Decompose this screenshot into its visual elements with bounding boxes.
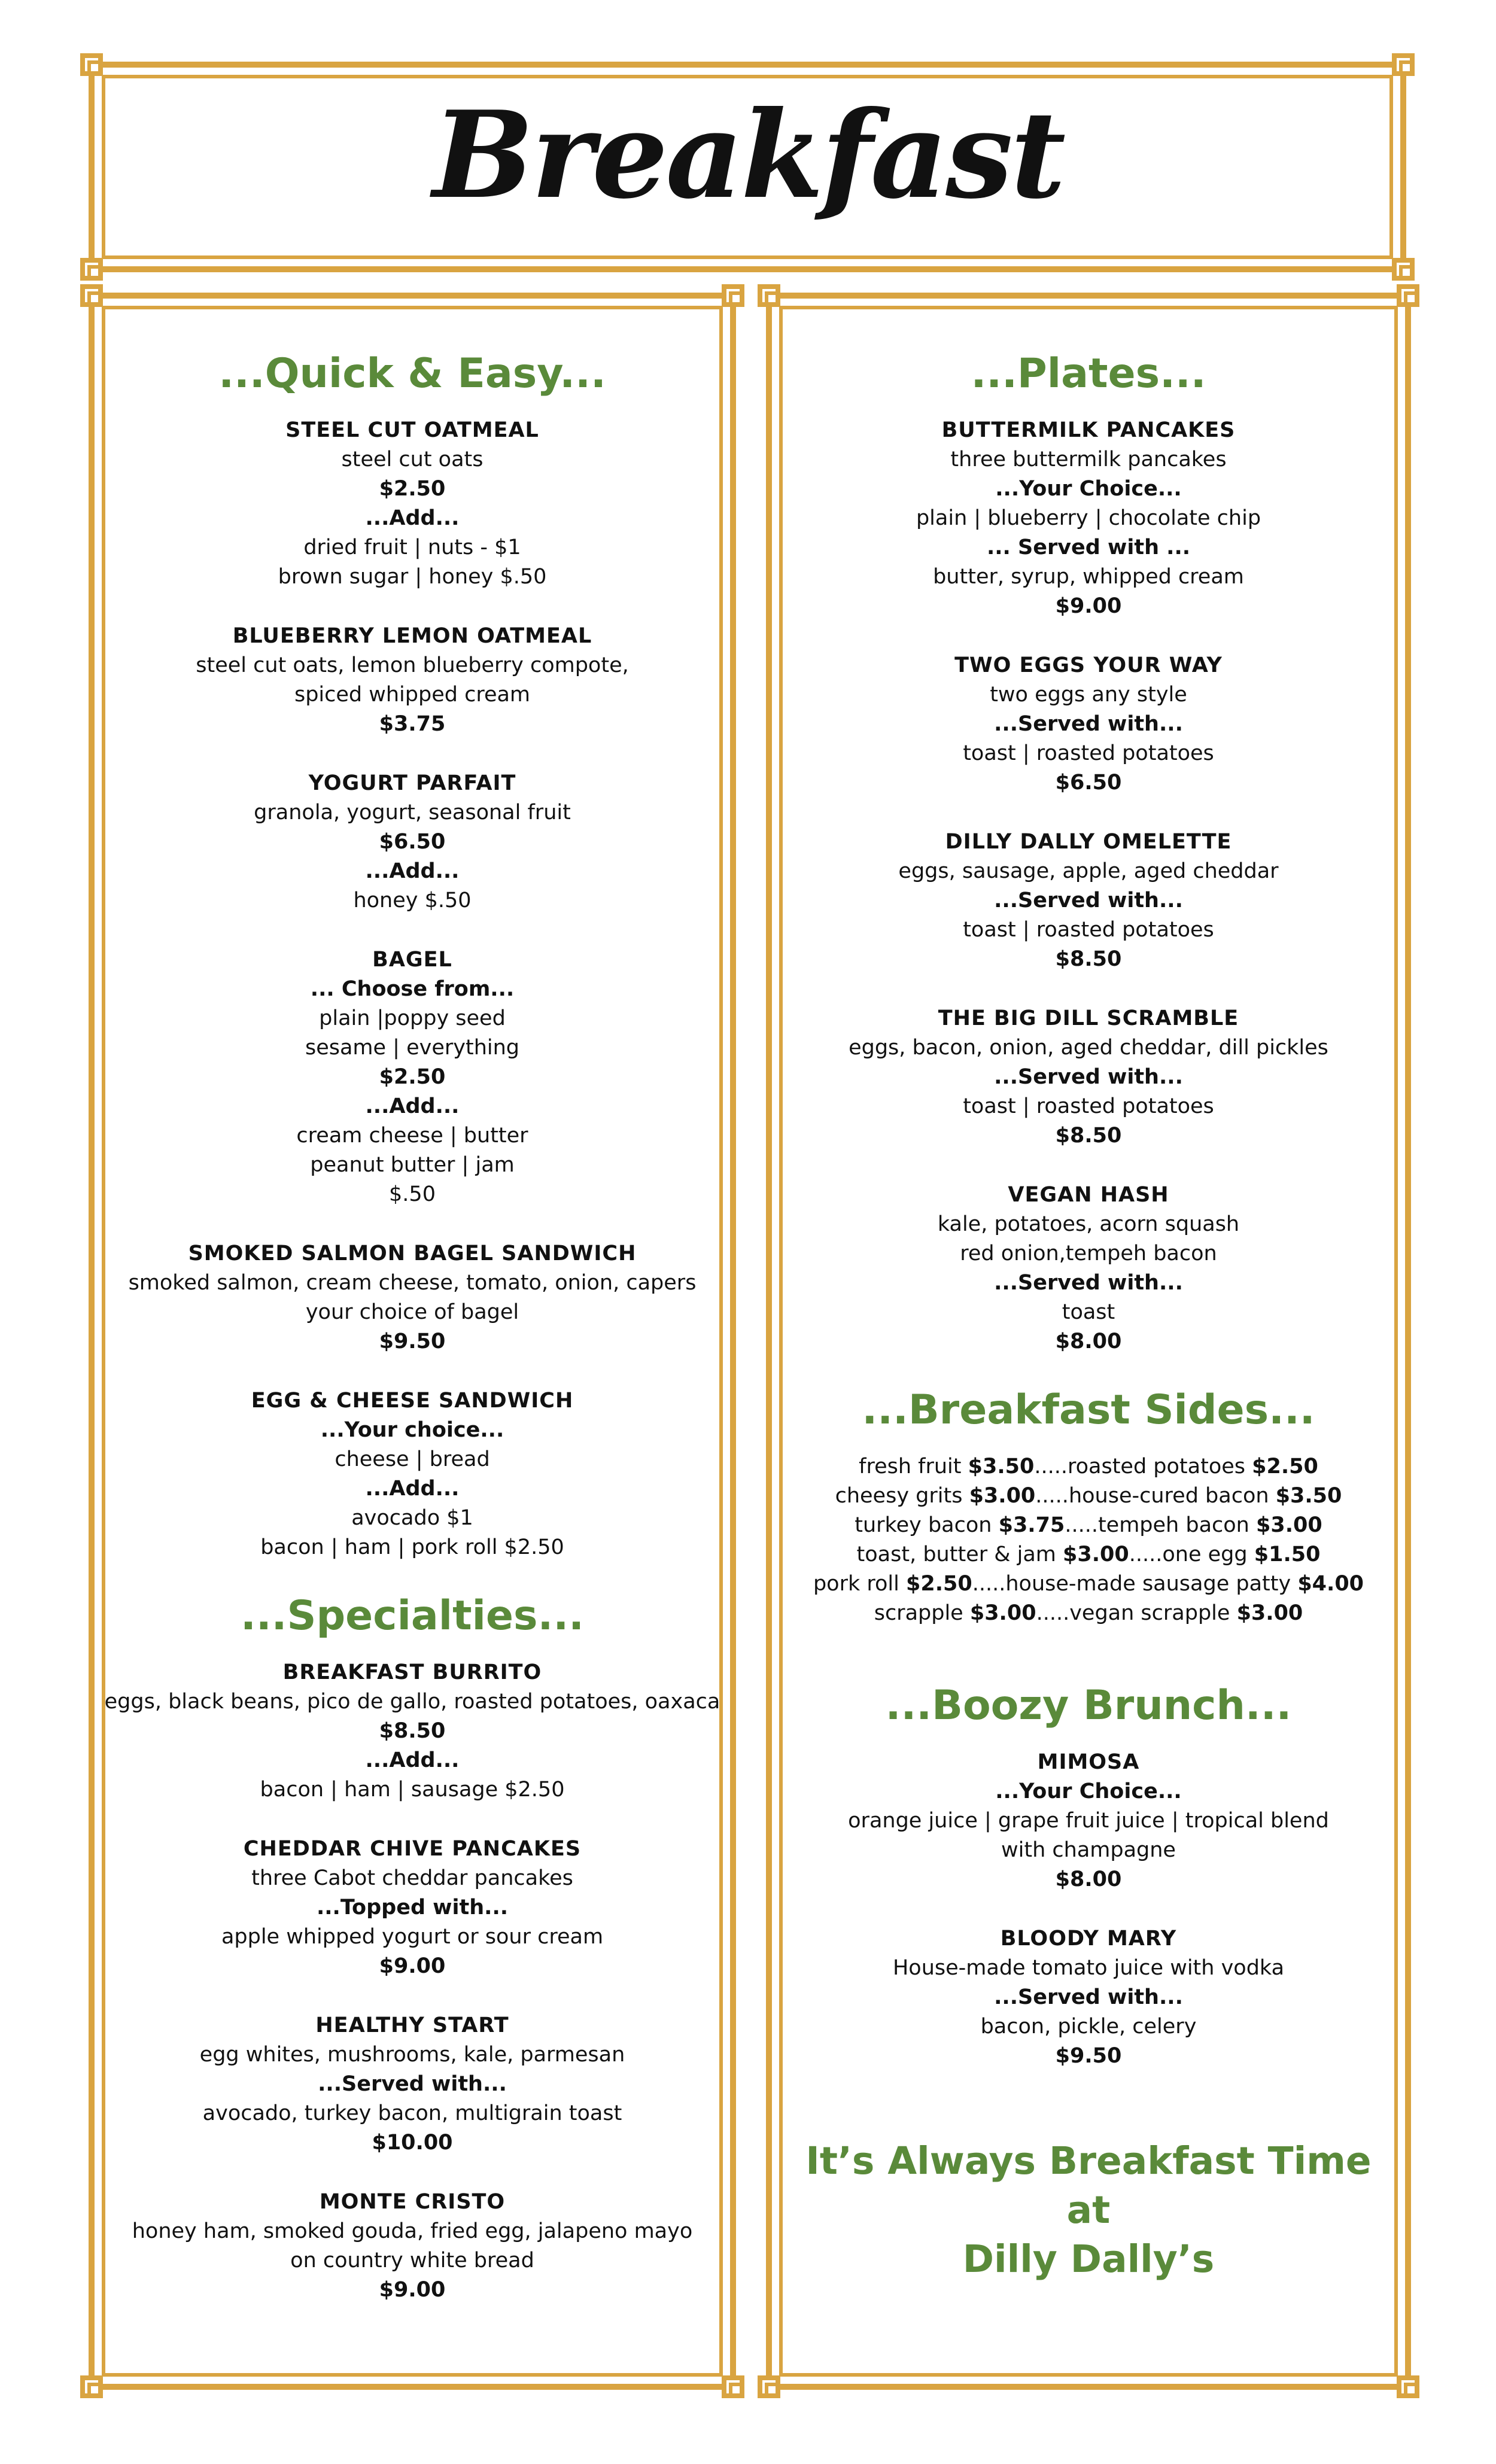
side-item: house-made sausage patty	[1005, 1572, 1298, 1596]
frame-corner-ornament	[1397, 2375, 1419, 2398]
item-description: kale, potatoes, acorn squash	[937, 1212, 1240, 1236]
item-served-with: bacon, pickle, celery	[980, 2015, 1197, 2039]
item-name: BLOODY MARY	[1000, 1927, 1177, 1951]
item-name: CHEDDAR CHIVE PANCAKES	[243, 1837, 582, 1861]
sides-row	[778, 1482, 1399, 1511]
item-description: steel cut oats	[341, 448, 484, 471]
frame-corner-ornament	[758, 2375, 780, 2398]
side-price: $3.00	[1236, 1601, 1303, 1625]
item-name: BUTTERMILK PANCAKES	[941, 418, 1236, 442]
frame-corner-ornament	[758, 284, 780, 307]
item-name: THE BIG DILL SCRAMBLE	[938, 1006, 1239, 1030]
item-description: eggs, black beans, pico de gallo, roasted potatoes, oaxaca	[104, 1690, 720, 1714]
item-description: House-made tomato juice with vodka	[892, 1956, 1285, 1980]
item-served-with: avocado, turkey bacon, multigrain toast	[202, 2101, 622, 2125]
item-add-option: brown sugar | honey $.50	[278, 565, 547, 589]
frame-corner-ornament	[1397, 284, 1419, 307]
spacer	[778, 1628, 1399, 1682]
sides-list	[778, 1452, 1399, 1628]
item-price: $8.00	[1055, 1867, 1122, 1891]
item-add-label: ...Add...	[365, 1477, 460, 1501]
side-item: tempeh bacon	[1097, 1513, 1256, 1537]
item-add-label: ...Add...	[365, 506, 460, 530]
item-choice-label: ...Your Choice...	[995, 477, 1182, 501]
item-option: cheese | bread	[335, 1447, 490, 1471]
frame-corner-ornament	[1392, 258, 1415, 281]
side-item: vegan scrapple	[1069, 1601, 1237, 1625]
item-price: $9.00	[379, 1954, 446, 1978]
section-title-quick-easy: ...Quick & Easy...	[218, 350, 606, 397]
section-title-boozy-brunch: ...Boozy Brunch...	[885, 1682, 1292, 1729]
item-description: two eggs any style	[990, 683, 1187, 707]
item-add-option: peanut butter | jam	[310, 1153, 515, 1177]
menu-item	[101, 1386, 724, 1562]
item-option: plain |poppy seed	[319, 1006, 506, 1030]
item-price: $9.00	[1055, 594, 1122, 618]
item-served-label: ...Served with...	[994, 712, 1183, 736]
sides-row	[778, 1452, 1399, 1482]
item-price: $3.75	[379, 712, 446, 736]
item-name: MONTE CRISTO	[319, 2190, 506, 2214]
item-name: TWO EGGS YOUR WAY	[954, 653, 1223, 677]
side-price: $3.00	[1256, 1513, 1322, 1537]
side-price: $3.00	[969, 1484, 1036, 1508]
item-price: $9.00	[379, 2278, 446, 2302]
menu-item	[101, 2011, 724, 2158]
side-item: fresh fruit	[859, 1455, 968, 1479]
left-column	[101, 350, 724, 2335]
item-option: sesame | everything	[305, 1036, 520, 1060]
item-price: $6.50	[1055, 771, 1122, 795]
side-separator: .....	[1034, 1455, 1068, 1479]
item-served-label: ...Served with...	[994, 1985, 1183, 2009]
item-name: MIMOSA	[1037, 1750, 1140, 1774]
item-price: $9.50	[1055, 2044, 1122, 2068]
right-column	[778, 350, 1399, 2284]
item-description: granola, yogurt, seasonal fruit	[254, 801, 571, 825]
menu-item	[101, 769, 724, 915]
item-add-label: ...Add...	[365, 1094, 460, 1118]
item-price: $8.50	[1055, 947, 1122, 971]
sides-row	[778, 1540, 1399, 1569]
menu-item	[778, 1181, 1399, 1356]
item-name: BAGEL	[372, 948, 452, 972]
side-separator: .....	[972, 1572, 1006, 1596]
side-separator: .....	[1065, 1513, 1098, 1537]
section-title-breakfast-sides: ...Breakfast Sides...	[862, 1386, 1315, 1434]
frame-corner-ornament	[722, 2375, 744, 2398]
item-add-option: avocado $1	[351, 1506, 473, 1530]
item-add-label: ...Add...	[365, 859, 460, 883]
slogan-line: Dilly Dally’s	[962, 2237, 1215, 2281]
side-separator: .....	[1035, 1484, 1069, 1508]
frame-corner-ornament	[80, 53, 103, 76]
item-add-option: honey $.50	[353, 889, 472, 912]
side-item: scrapple	[874, 1601, 970, 1625]
item-name: BREAKFAST BURRITO	[282, 1660, 542, 1684]
sides-row	[778, 1569, 1399, 1599]
item-name: BLUEBERRY LEMON OATMEAL	[232, 624, 592, 648]
item-served-label: ... Served with ...	[986, 536, 1191, 559]
item-description: red onion,tempeh bacon	[960, 1242, 1217, 1266]
item-add-option: dried fruit | nuts - $1	[303, 536, 521, 559]
item-description: three Cabot cheddar pancakes	[251, 1866, 573, 1890]
side-item: cheesy grits	[835, 1484, 969, 1508]
section-title-specialties: ...Specialties...	[241, 1592, 584, 1639]
item-description: on country white bread	[290, 2249, 534, 2273]
item-served-label: ...Served with...	[994, 889, 1183, 912]
menu-item	[778, 1004, 1399, 1151]
side-price: $3.50	[1275, 1484, 1342, 1508]
sides-row	[778, 1599, 1399, 1628]
item-topped-label: ...Topped with...	[316, 1896, 509, 1920]
item-served-label: ...Served with...	[994, 1271, 1183, 1295]
item-option: with champagne	[1001, 1838, 1176, 1862]
item-name: DILLY DALLY OMELETTE	[945, 830, 1232, 854]
item-choice-label: ...Your choice...	[320, 1418, 504, 1442]
item-name: SMOKED SALMON BAGEL SANDWICH	[188, 1242, 637, 1266]
item-name: EGG & CHEESE SANDWICH	[251, 1389, 574, 1413]
side-item: roasted potatoes	[1067, 1455, 1252, 1479]
side-price: $4.00	[1297, 1572, 1364, 1596]
item-description: eggs, sausage, apple, aged cheddar	[898, 859, 1279, 883]
side-price: $3.00	[969, 1601, 1036, 1625]
item-name: STEEL CUT OATMEAL	[285, 418, 539, 442]
slogan	[778, 2137, 1399, 2284]
page-title: Breakfast	[432, 85, 1064, 226]
frame-corner-ornament	[80, 258, 103, 281]
item-description: three buttermilk pancakes	[950, 448, 1227, 471]
side-price: $3.50	[968, 1455, 1035, 1479]
side-price: $1.50	[1254, 1543, 1321, 1566]
item-choice-label: ...Your Choice...	[995, 1779, 1182, 1803]
item-option: plain | blueberry | chocolate chip	[916, 506, 1261, 530]
item-price: $8.00	[1055, 1330, 1122, 1353]
slogan-line: It’s Always Breakfast Time at	[805, 2139, 1372, 2232]
menu-item	[101, 1835, 724, 1981]
item-served-label: ...Served with...	[994, 1065, 1183, 1089]
menu-item	[101, 1239, 724, 1356]
item-price: $8.50	[379, 1719, 446, 1743]
side-separator: .....	[1036, 1601, 1070, 1625]
menu-item	[101, 1658, 724, 1805]
menu-item	[101, 945, 724, 1209]
item-price: $8.50	[1055, 1124, 1122, 1148]
item-add-price: $.50	[389, 1182, 436, 1206]
item-price: $10.00	[372, 2131, 453, 2155]
item-served-with: toast | roasted potatoes	[963, 741, 1214, 765]
item-add-option: bacon | ham | sausage $2.50	[260, 1778, 565, 1802]
item-description: egg whites, mushrooms, kale, parmesan	[199, 2043, 625, 2067]
side-item: turkey bacon	[855, 1513, 999, 1537]
item-add-option: bacon | ham | pork roll $2.50	[260, 1535, 564, 1559]
item-option: orange juice | grape fruit juice | tropical blend	[848, 1809, 1329, 1833]
item-description: eggs, bacon, onion, aged cheddar, dill pickles	[849, 1036, 1328, 1060]
item-add-option: cream cheese | butter	[296, 1124, 528, 1148]
item-served-with: butter, syrup, whipped cream	[933, 565, 1244, 589]
item-price: $2.50	[379, 477, 446, 501]
item-description: smoked salmon, cream cheese, tomato, onion, capers	[128, 1271, 697, 1295]
menu-item	[778, 1924, 1399, 2071]
item-description: steel cut oats, lemon blueberry compote,	[196, 653, 629, 677]
item-served-with: toast | roasted potatoes	[963, 1094, 1214, 1118]
frame-corner-ornament	[1392, 53, 1415, 76]
item-description: spiced whipped cream	[294, 683, 531, 707]
menu-item	[778, 1748, 1399, 1894]
side-item: pork roll	[813, 1572, 906, 1596]
item-name: VEGAN HASH	[1008, 1183, 1169, 1207]
item-add-label: ...Add...	[365, 1748, 460, 1772]
side-item: one egg	[1162, 1543, 1254, 1566]
item-served-with: toast | roasted potatoes	[963, 918, 1214, 942]
item-served-with: toast	[1062, 1300, 1115, 1324]
frame-corner-ornament	[722, 284, 744, 307]
side-item: toast, butter & jam	[856, 1543, 1063, 1566]
item-topping: apple whipped yogurt or sour cream	[221, 1925, 604, 1949]
frame-corner-ornament	[80, 284, 103, 307]
section-title-plates: ...Plates...	[971, 350, 1206, 397]
item-description: honey ham, smoked gouda, fried egg, jalapeno mayo	[132, 2219, 693, 2243]
item-price: $9.50	[379, 1330, 446, 1353]
menu-item	[101, 2188, 724, 2305]
sides-row	[778, 1511, 1399, 1540]
item-price: $6.50	[379, 830, 446, 854]
side-price: $3.00	[1063, 1543, 1129, 1566]
menu-item	[778, 416, 1399, 621]
side-separator: .....	[1129, 1543, 1163, 1566]
menu-item	[778, 651, 1399, 798]
frame-corner-ornament	[80, 2375, 103, 2398]
item-served-label: ...Served with...	[318, 2072, 507, 2096]
menu-item	[101, 622, 724, 739]
item-choose-label: ... Choose from...	[310, 977, 515, 1001]
item-name: YOGURT PARFAIT	[308, 771, 516, 795]
side-price: $2.50	[1252, 1455, 1318, 1479]
menu-item	[778, 828, 1399, 974]
side-item: house-cured bacon	[1068, 1484, 1276, 1508]
item-description: your choice of bagel	[305, 1300, 519, 1324]
side-price: $3.75	[998, 1513, 1065, 1537]
item-price: $2.50	[379, 1065, 446, 1089]
item-name: HEALTHY START	[315, 2013, 509, 2037]
menu-item	[101, 416, 724, 592]
side-price: $2.50	[905, 1572, 972, 1596]
